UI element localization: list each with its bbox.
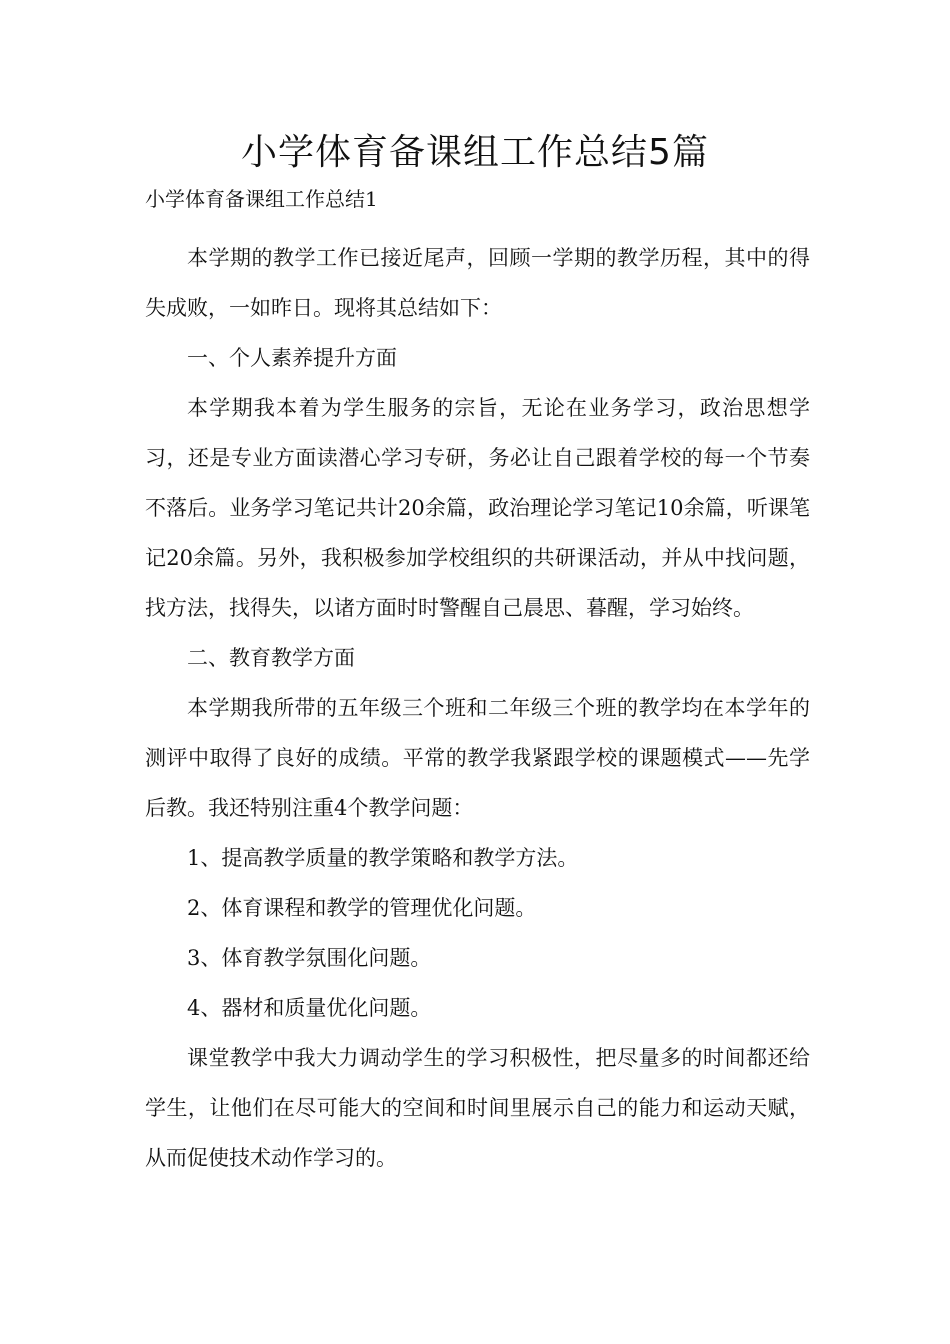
document-body bbox=[145, 233, 810, 1183]
list-item-1: 1、提高教学质量的教学策略和教学方法。 bbox=[187, 846, 579, 870]
document-title: 小学体育备课组工作总结5篇 bbox=[241, 132, 709, 173]
paragraph-classroom: 课堂教学中我大力调动学生的学习积极性，把尽量多的时间都还给学生，让他们在尽可能大的空间和时间里展示自己的能力和运动天赋，从而促使技术动作学习的。 bbox=[145, 1046, 810, 1170]
section-subtitle: 小学体育备课组工作总结1 bbox=[145, 187, 378, 211]
paragraph-teaching: 本学期我所带的五年级三个班和二年级三个班的教学均在本学年的测评中取得了良好的成绩。平常的教学我紧跟学校的课题模式——先学后教。我还特别注重4个教学问题： bbox=[145, 696, 810, 820]
list-item-4: 4、器材和质量优化问题。 bbox=[187, 996, 432, 1020]
list-item-2: 2、体育课程和教学的管理优化问题。 bbox=[187, 896, 537, 920]
heading-personal-quality: 一、个人素养提升方面 bbox=[187, 346, 397, 370]
list-item-3: 3、体育教学氛围化问题。 bbox=[187, 946, 432, 970]
paragraph-intro: 本学期的教学工作已接近尾声，回顾一学期的教学历程，其中的得失成败，一如昨日。现将其总结如下： bbox=[145, 246, 810, 320]
paragraph-personal-quality: 本学期我本着为学生服务的宗旨，无论在业务学习，政治思想学习，还是专业方面读潜心学习专研，务必让自己跟着学校的每一个节奏不落后。业务学习笔记共计20余篇，政治理论学习笔记10余篇，听课笔记20余篇。另外，我积极参加学校组织的共研课活动，并从中找问题，找方法，找得失，以诸方面时时警醒自己晨思、暮醒，学习始终。 bbox=[145, 396, 810, 620]
heading-teaching: 二、教育教学方面 bbox=[187, 646, 355, 670]
